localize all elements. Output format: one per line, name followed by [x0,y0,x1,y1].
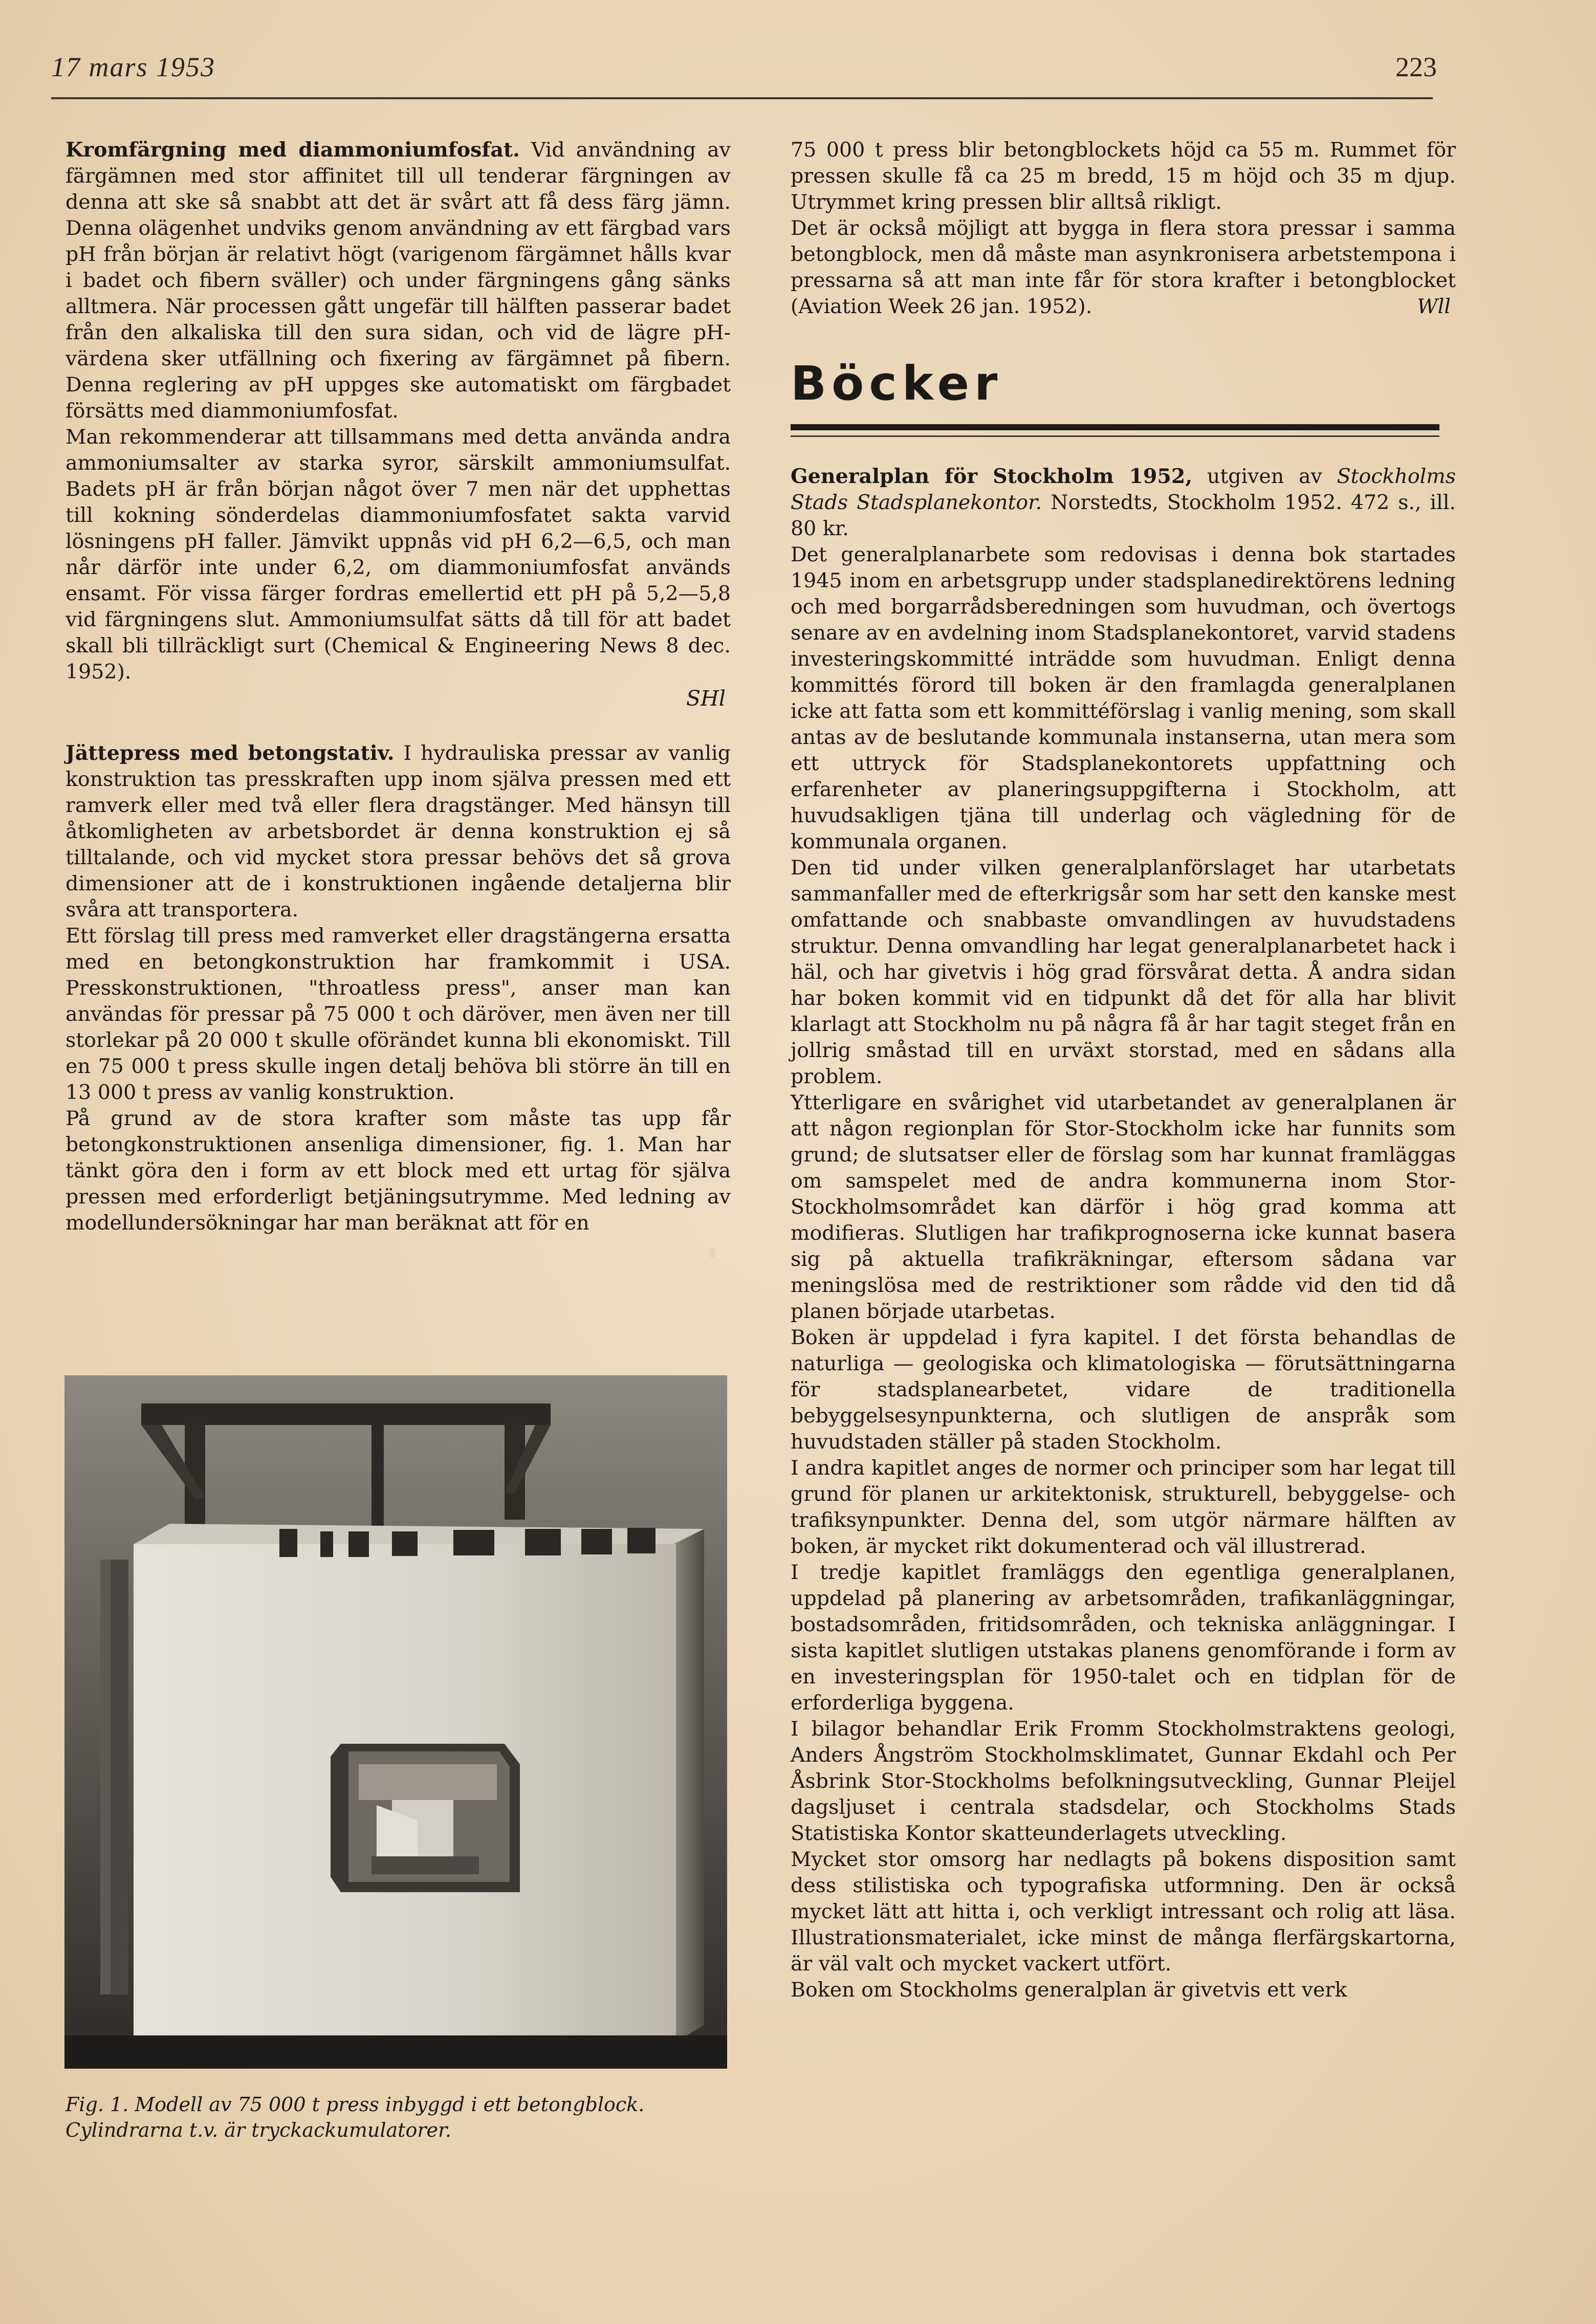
review-book-title: Generalplan för Stockholm 1952, [791,465,1193,488]
article-paragraph: På grund av de stora krafter som måste tas upp får betongkonstruktionen ansenliga dimensioner, fig. 1. Man har tänkt göra den i form av ett block med ett urtag för själva pressen med erforderligt betjäningsutrymme. Med ledning av modellundersökningar har man beräknat att för en [65,1107,731,1235]
review-paragraph: Boken är uppdelad i fyra kapitel. I det första behandlas de naturliga — geologiska och klimatologiska — förutsättningarna för stadsplanearbetet, vidare de traditionella bebyggelsesynpunkterna, och slutligen de anspråk som huvudstaden ställer på staden Stockholm. [791,1326,1456,1454]
article-text: Det är också möjligt att bygga in flera stora pressar i samma betongblock, men då måste man asynkronisera arbetstempona i pressarna så att man inte får för stora krafter i betongblocket (Aviation Week 26 jan. 1952). [791,216,1456,318]
article-jattepress [65,740,731,923]
page-number: 223 [1395,52,1437,82]
article-text: I hydrauliska pressar av vanlig konstruktion tas presskraften upp inom själva pressen med ett ramverk eller med två eller flera dragstänger. Med hänsyn till åtkomligheten av arbetsbordet är denna konstruktion ej så tilltalande, och vid mycket stora pressar behövs det så grova dimensioner att de i konstruktionen ingående detaljerna blir svåra att transportera. [65,741,731,922]
review-paragraph: Det generalplanarbete som redovisas i denna bok startades 1945 inom en arbetsgrupp under stadsplanedirektörens ledning och med borgarrådsberedningen som huvudman, och övertogs senare av en avdelning inom Stadsplanekontoret, varvid stadens investeringskommitté inträdde som huvudman. Enligt denna kommittés förord till boken är den framlagda generalplanen icke att fatta som ett kommittéförslag i vanlig mening, som skall antas av de beslutande kommunala instanserna, utan mera som ett uttryck för Stadsplanekontorets uppfattning och erfarenheter av planeringsuppgifterna i Stockholm, att huvudsakligen tjäna till underlag och vägledning för de kommunala organen. [791,543,1456,853]
article-kromfargning [65,137,731,424]
review-publisher: Stockholms Stads Stadsplanekontor. [791,465,1456,514]
review-paragraph: I bilagor behandlar Erik Fromm Stockholmstraktens geologi, Anders Ångström Stockholmsklimatet, Gunnar Ekdahl och Per Åsbrink Stor-Stockholms befolkningsutveckling, Gunnar Pleijel dagsljuset i centrala stadsdelar, och Stockholms Stads Statistiska Kontor skatteunderlagets utveckling. [791,1717,1456,1845]
section-rule-thick [791,424,1439,430]
article-paragraph: Man rekommenderar att tillsammans med detta använda andra ammoniumsalter av starka syror, särskilt ammoniumsulfat. Badets pH är från början något över 7 men när det upphettas till kokning sönderdelas diammoniumfosfatet sakta varvid lösningens pH faller. Jämvikt uppnås vid pH 6,2—6,5, och man når därför inte under 6,2, om diammoniumfosfat används ensamt. För vissa färger fordras emellertid ett pH på 5,2—5,8 vid färgningens slut. Ammoniumsulfat sätts då till för att badet skall bli tillräckligt surt (Chemical & Engineering News 8 dec. 1952). [65,425,731,684]
author-signature: SHl [686,686,726,711]
review-imprint: Norstedts, Stockholm 1952. 472 s., ill. 80 kr. [791,491,1456,540]
figure-press-model-photo [64,1375,727,2069]
header-rule [51,97,1433,99]
review-paragraph: Ytterligare en svårighet vid utarbetandet av generalplanen är att någon regionplan för Stor-Stockholm icke har funnits som grund; de slutsatser eller de förslag som har kunnat framläggas om samspelet med de andra kommunerna inom Stor-Stockholmsområdet kan därför i hög grad komma att modifieras. Slutligen har trafikprognoserna icke kunnat basera sig på aktuella trafikräkningar, eftersom sådana var meningslösa med de restriktioner som rådde vid den tid då planen började utarbetas. [791,1091,1456,1323]
review-paragraph: I andra kapitlet anges de normer och principer som har legat till grund för planen ur arkitektonisk, strukturell, bebyggelse- och trafiksynpunkter. Denna del, som utgör närmare hälften av boken, är mycket rikt dokumenterad och väl illustrerad. [791,1456,1456,1558]
article-paragraph [791,215,1456,320]
review-paragraph: Den tid under vilken generalplanförslaget har utarbetats sammanfaller med de efterkrigsår som har sett den kanske mest omfattande och snabbaste omvandlingen av huvudstadens struktur. Denna omvandling har legat generalplanarbetet hack i häl, och har givetvis i hög grad försvårat detta. Å andra sidan har boken kommit vid en tidpunkt då det för alla har blivit klarlagt att Stockholm nu på några få år har tagit steget från en jollrig småstad till en urväxt storstad, med en sådans alla problem. [791,856,1456,1088]
review-publisher-intro: utgiven av [1207,465,1322,488]
article-paragraph: 75 000 t press blir betongblockets höjd ca 55 m. Rummet för pressen skulle få ca 25 m bredd, 15 m höjd och 35 m djup. Utrymmet kring pressen blir alltså rikligt. [791,138,1456,214]
issue-date: 17 mars 1953 [51,52,216,82]
author-signature: Wll [1417,295,1451,318]
press-model-illustration [64,1375,727,2069]
paper-spot [709,1248,716,1258]
section-rule-thin [791,435,1439,437]
article-paragraph: Ett förslag till press med ramverket eller dragstängerna ersatta med en betongkonstruktion har framkommit i USA. Presskonstruktionen, "throatless press", anser man kan användas för pressar på 75 000 t och däröver, men även ner till storlekar på 20 000 t skulle oförändet kunna bli ekonomiskt. Till en 75 000 t press skulle ingen detalj behöva bli större än till en 13 000 t press av vanlig konstruktion. [65,924,731,1104]
review-paragraph: I tredje kapitlet framläggs den egentliga generalplanen, uppdelad på planering av arbetsområden, trafikanläggningar, bostadsområden, fritidsområden, och tekniska anläggningar. I sista kapitlet slutligen utstakas planens genomförande i form av en investeringsplan för 1950-talet och en tidplan för de erforderliga byggena. [791,1561,1456,1715]
figure-caption: Fig. 1. Modell av 75 000 t press inbyggd i ett betongblock. Cylindrarna t.v. är tryckackumulatorer. [65,2093,645,2141]
review-paragraph: Mycket stor omsorg har nedlagts på bokens disposition samt dess stilistiska och typografiska utformning. Den är också mycket lätt att hitta i, och verkligt intressant och rolig att läsa. Illustrationsmaterialet, icke minst de många flerfärgskartorna, är väl valt och mycket vackert utfört. [791,1848,1456,1976]
article-lead: Jättepress med betongstativ. [65,741,395,765]
right-column [791,137,1456,2003]
article-text: Vid användning av färgämnen med stor affinitet till ull tenderar färgningen av denna att ske så snabbt att det är svårt att få dess färg jämn. Denna olägenhet undviks genom användning av ett färgbad vars pH från början är relativt högt (varigenom färgämnet hålls kvar i badet och fibern sväller) och under färgningens gång sänks alltmera. När processen gått ungefär till hälften passerar badet från den alkaliska till den sura sidan, och vid de lägre pH-värdena sker utfällning och fixering av färgämnet på fibern. Denna reglering av pH uppges ske automatiskt om färgbadet försätts med diammoniumfosfat. [65,138,731,423]
left-column [65,137,731,1236]
section-title-books: Böcker [791,356,1003,411]
review-heading [791,464,1456,542]
article-lead: Kromfärgning med diammoniumfosfat. [65,138,520,162]
review-paragraph: Boken om Stockholms generalplan är givetvis ett verk [791,1978,1347,2002]
